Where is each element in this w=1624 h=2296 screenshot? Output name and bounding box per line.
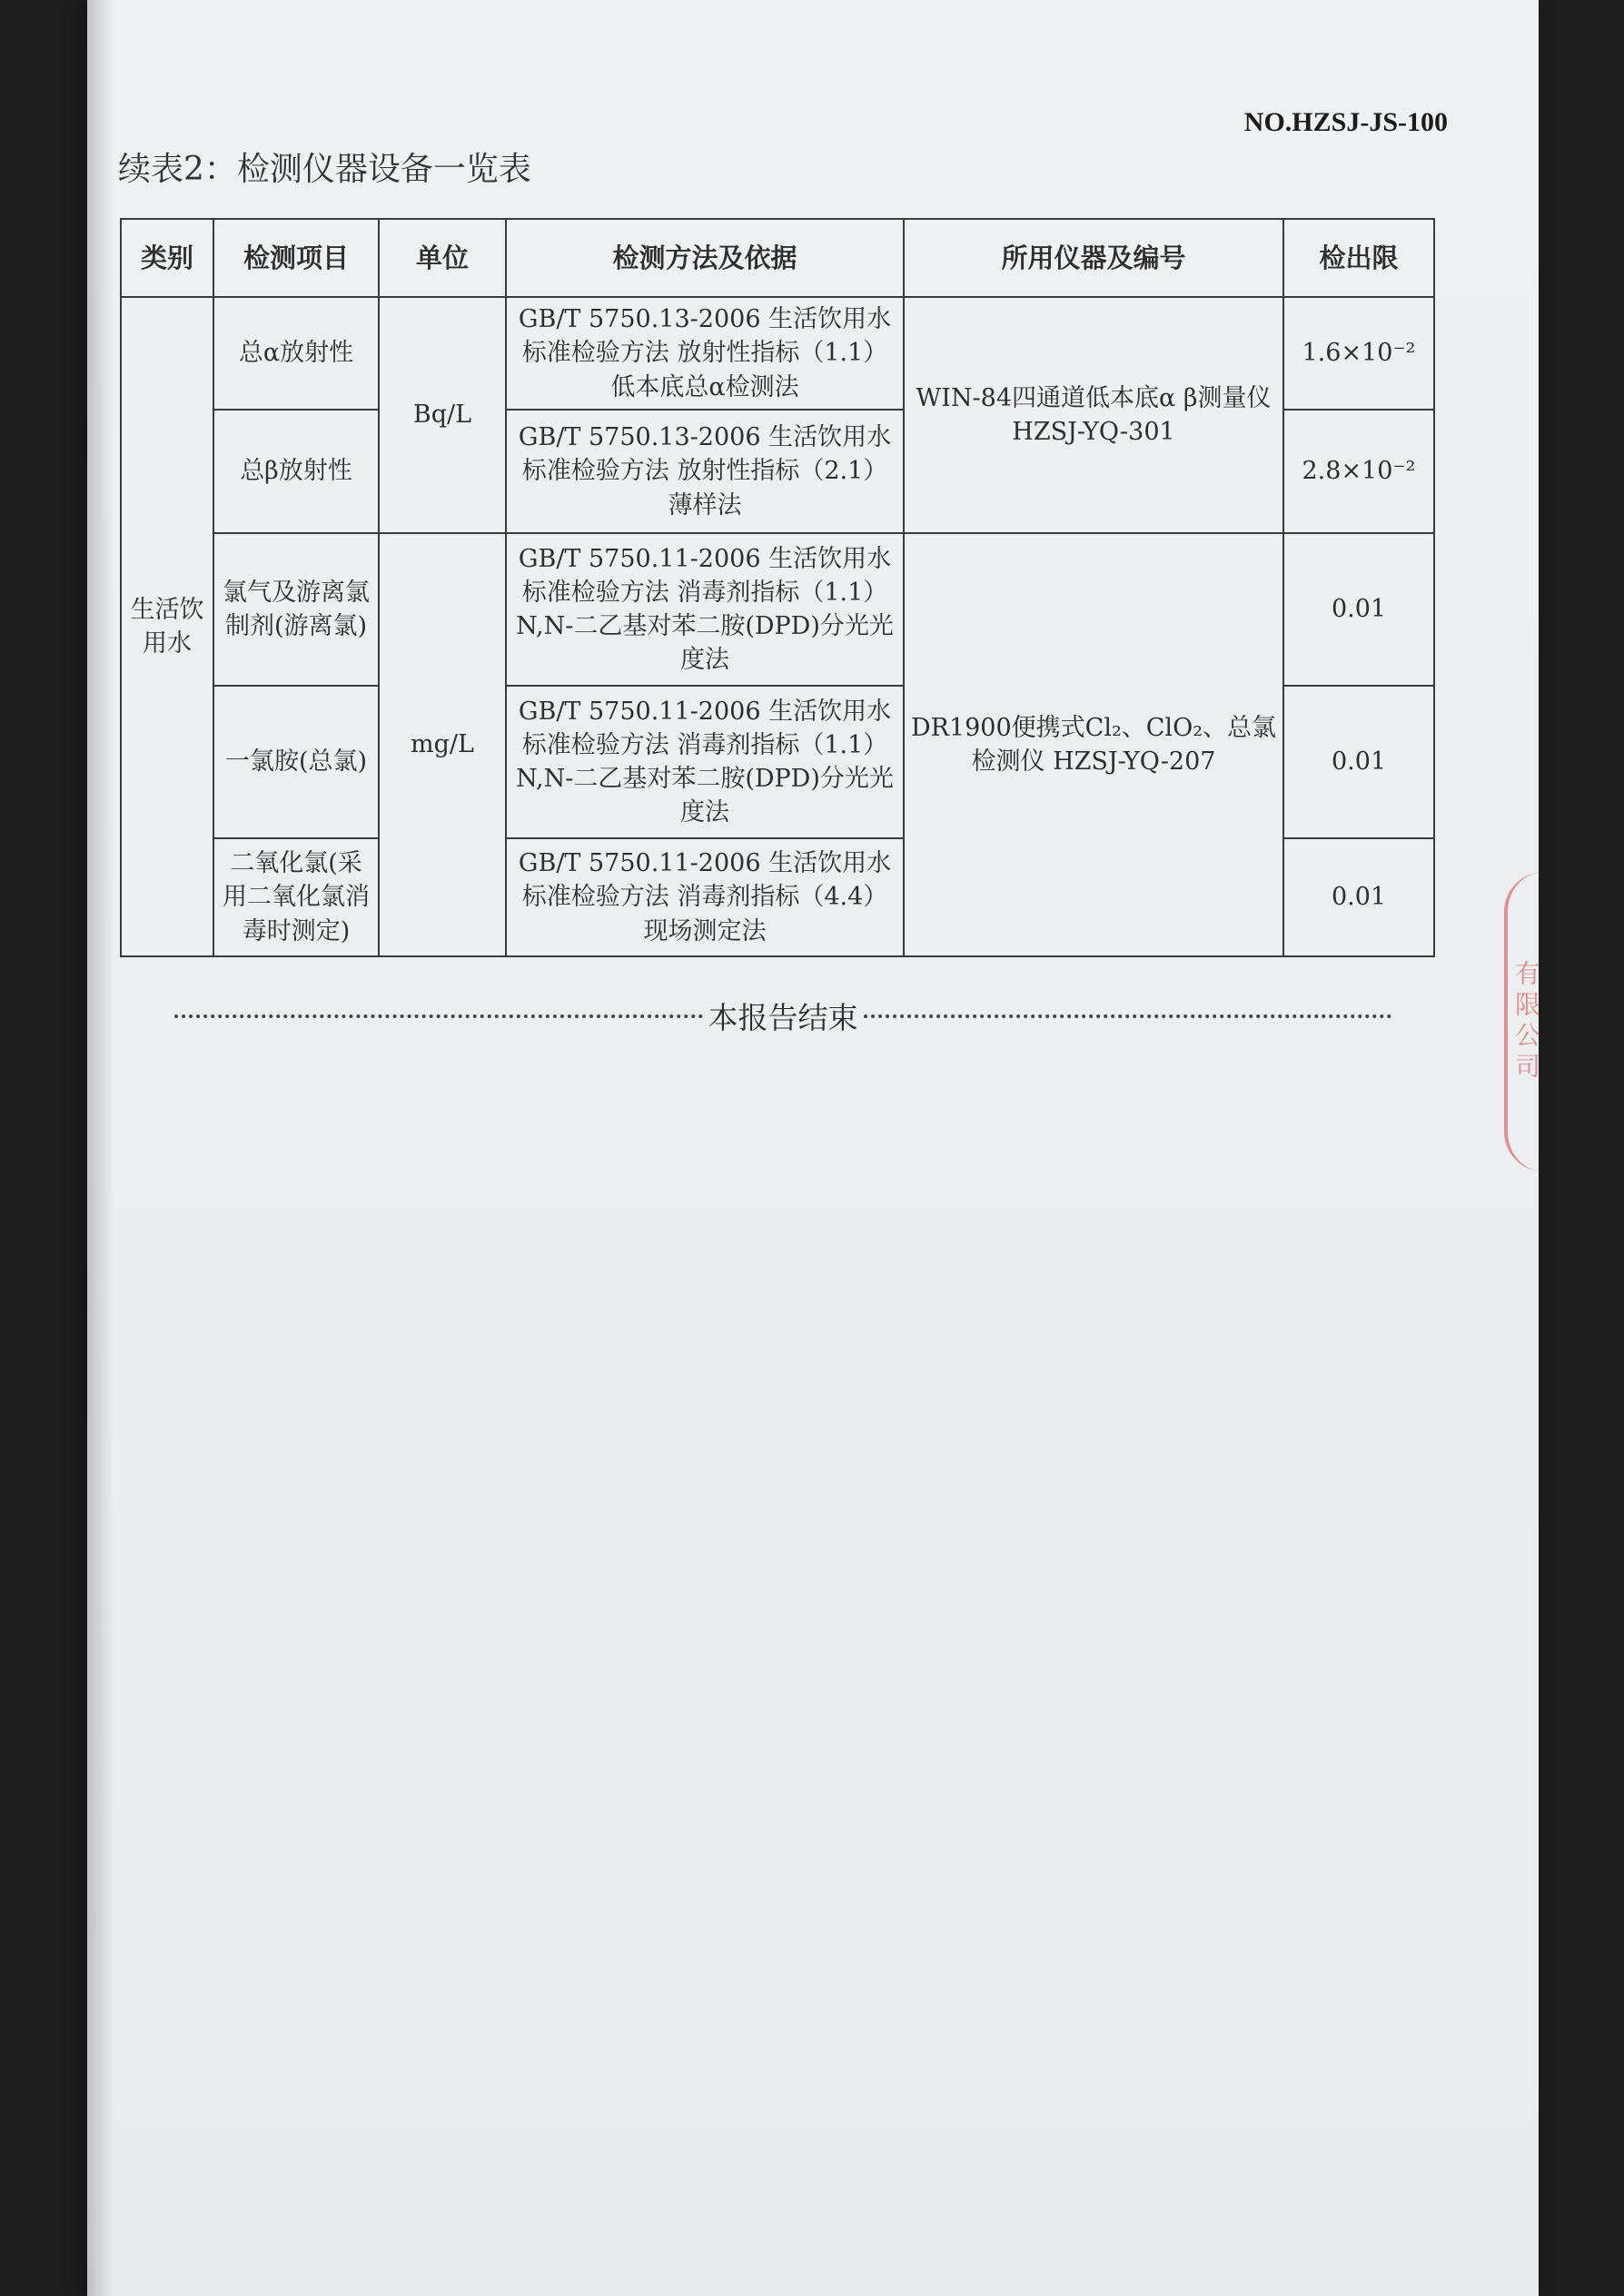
limit-cell: 0.01 (1283, 686, 1434, 838)
table-row (121, 533, 1434, 686)
document-number: NO.HZSJ-JS-100 (1243, 107, 1448, 137)
item-cell: 氯气及游离氯制剂(游离氯) (213, 533, 379, 686)
header-item: 检测项目 (213, 219, 379, 297)
seal-text: 有限公司 (1511, 960, 1541, 1084)
item-cell: 总α放射性 (213, 297, 379, 410)
item-cell: 总β放射性 (213, 410, 379, 533)
method-cell: GB/T 5750.11-2006 生活饮用水标准检验方法 消毒剂指标（1.1）N,N-二乙基对苯二胺(DPD)分光光度法 (506, 533, 904, 686)
equipment-table (120, 218, 1435, 957)
table-header-row (121, 219, 1434, 297)
method-cell: GB/T 5750.11-2006 生活饮用水标准检验方法 消毒剂指标（1.1）N,N-二乙基对苯二胺(DPD)分光光度法 (506, 686, 904, 838)
header-limit: 检出限 (1283, 219, 1434, 297)
instrument-cell: WIN-84四通道低本底α β测量仪 HZSJ-YQ-301 (904, 297, 1283, 533)
company-seal-fragment (1504, 872, 1544, 1172)
method-cell: GB/T 5750.13-2006 生活饮用水标准检验方法 放射性指标（1.1）低本底总α检测法 (506, 297, 904, 410)
header-instrument: 所用仪器及编号 (904, 219, 1283, 297)
item-cell: 二氧化氯(采用二氧化氯消毒时测定) (213, 838, 379, 956)
method-cell: GB/T 5750.11-2006 生活饮用水标准检验方法 消毒剂指标（4.4）现场测定法 (506, 838, 904, 956)
unit-cell: Bq/L (379, 297, 506, 533)
item-cell: 一氯胺(总氯) (213, 686, 379, 838)
category-cell: 生活饮用水 (121, 297, 213, 956)
report-page (87, 0, 1539, 2296)
header-category: 类别 (121, 219, 213, 297)
dotted-leader-left (174, 1014, 703, 1018)
header-unit: 单位 (379, 219, 506, 297)
instrument-cell: DR1900便携式Cl₂、ClO₂、总氯检测仪 HZSJ-YQ-207 (904, 533, 1283, 956)
limit-cell: 1.6×10⁻² (1283, 297, 1434, 410)
table-row (121, 297, 1434, 410)
header-method: 检测方法及依据 (506, 219, 904, 297)
report-end-line (174, 995, 1391, 1037)
limit-cell: 0.01 (1283, 838, 1434, 956)
report-end-text: 本报告结束 (708, 1000, 858, 1035)
limit-cell: 2.8×10⁻² (1283, 410, 1434, 533)
method-cell: GB/T 5750.13-2006 生活饮用水标准检验方法 放射性指标（2.1）薄样法 (506, 410, 904, 533)
unit-cell: mg/L (379, 533, 506, 956)
limit-cell: 0.01 (1283, 533, 1434, 686)
table-caption: 续表2：检测仪器设备一览表 (118, 151, 531, 188)
equipment-table-wrap (120, 218, 1433, 957)
dotted-leader-right (864, 1014, 1392, 1018)
